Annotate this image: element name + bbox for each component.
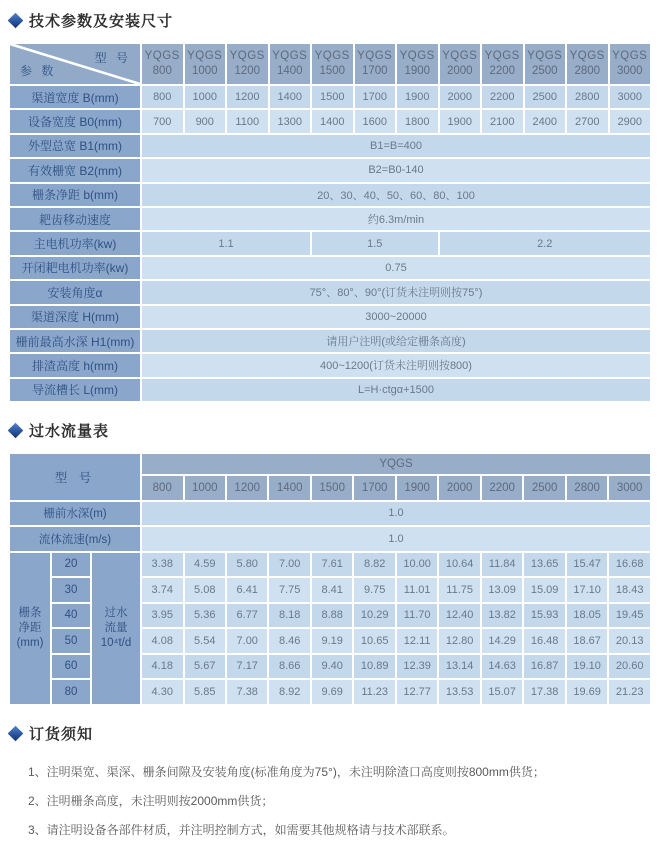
- data-cell: 9.69: [311, 679, 353, 705]
- data-cell: 9.19: [311, 628, 353, 654]
- data-cell: 13.53: [438, 679, 480, 705]
- data-cell: 15.07: [481, 679, 523, 705]
- table-row: [9, 501, 651, 527]
- table-row: [9, 378, 651, 402]
- data-cell: 8.88: [311, 603, 353, 629]
- label-line: 10⁴t/d: [100, 636, 132, 649]
- table-row: [9, 526, 651, 552]
- data-cell: 14.29: [481, 628, 523, 654]
- model-series-label: YQGS: [484, 50, 520, 62]
- data-cell: 9.40: [311, 654, 353, 680]
- model-header-cell: [481, 43, 524, 85]
- data-cell: 5.67: [184, 654, 226, 680]
- table-header-row: [9, 43, 651, 85]
- model-series-label: YQGS: [442, 50, 478, 62]
- data-cell: 18.43: [608, 577, 651, 603]
- row-label: 渠道深度 H(mm): [9, 305, 141, 329]
- data-cell: 7.17: [226, 654, 268, 680]
- model-size-label: 2500: [531, 65, 558, 77]
- data-cell: 1100: [226, 109, 269, 133]
- data-cell: B2=B0-140: [141, 158, 651, 182]
- data-cell: 13.14: [438, 654, 480, 680]
- model-size-label: 3000: [616, 65, 643, 77]
- data-cell: 9.75: [353, 577, 395, 603]
- data-cell: 1000: [184, 85, 227, 109]
- model-series-label: YQGS: [527, 50, 563, 62]
- row-label: 耙齿移动速度: [9, 207, 141, 231]
- data-cell: 13.09: [481, 577, 523, 603]
- data-cell: 16.68: [608, 552, 651, 578]
- data-cell: 12.77: [396, 679, 438, 705]
- model-size-label: 1700: [361, 65, 388, 77]
- data-cell: 20、30、40、50、60、80、100: [141, 183, 651, 207]
- section-title-text: 技术参数及安装尺寸: [29, 13, 174, 30]
- bar-gap-value: 80: [51, 679, 91, 705]
- table-row: [9, 552, 651, 578]
- diamond-icon: [8, 725, 24, 741]
- data-cell: 21.23: [608, 679, 651, 705]
- data-cell: 10.64: [438, 552, 480, 578]
- bar-gap-value: 20: [51, 552, 91, 578]
- data-cell: 8.92: [268, 679, 310, 705]
- bar-gap-value: 40: [51, 603, 91, 629]
- size-header-cell: 1700: [353, 475, 395, 501]
- data-cell: 1.0: [141, 501, 651, 527]
- data-cell: 16.48: [523, 628, 565, 654]
- data-cell: 8.82: [353, 552, 395, 578]
- flow-rate-table: [8, 452, 652, 706]
- size-header-cell: 1900: [396, 475, 438, 501]
- section-title-order-notes: [10, 723, 652, 744]
- table-row: [9, 134, 651, 158]
- bar-gap-value: 30: [51, 577, 91, 603]
- data-cell: 1400: [269, 85, 312, 109]
- data-cell: 4.18: [141, 654, 183, 680]
- table-row: [9, 183, 651, 207]
- series-header-cell: YQGS: [141, 453, 651, 475]
- data-cell: 11.70: [396, 603, 438, 629]
- notes-list: [12, 758, 652, 845]
- label-line: 净距: [18, 621, 42, 634]
- label-line: 过水: [104, 606, 128, 619]
- data-cell: 1900: [439, 109, 482, 133]
- diamond-icon: [8, 423, 24, 439]
- diamond-icon: [8, 13, 24, 29]
- model-size-label: 1000: [191, 65, 218, 77]
- table-row: [9, 256, 651, 280]
- data-cell: 15.09: [523, 577, 565, 603]
- data-cell: 1.0: [141, 526, 651, 552]
- table-row: [9, 109, 651, 133]
- model-size-label: 1500: [319, 65, 346, 77]
- data-cell: 13.65: [523, 552, 565, 578]
- model-header-cell: [609, 43, 652, 85]
- data-cell: 19.45: [608, 603, 651, 629]
- data-cell: 1200: [226, 85, 269, 109]
- row-label: 主电机功率(kw): [9, 231, 141, 255]
- data-cell: 1.1: [141, 231, 311, 255]
- model-header-cell: [269, 43, 312, 85]
- data-cell: 15.47: [566, 552, 608, 578]
- data-cell: 7.38: [226, 679, 268, 705]
- data-cell: 1900: [396, 85, 439, 109]
- row-label: 栅前水深(m): [9, 501, 141, 527]
- data-cell: 3000~20000: [141, 305, 651, 329]
- model-header-cell: [566, 43, 609, 85]
- data-cell: 800: [141, 85, 184, 109]
- size-header-cell: 1000: [184, 475, 226, 501]
- label-line: 栅条: [18, 606, 42, 619]
- section-title-flow-table: [10, 420, 652, 441]
- data-cell: 1700: [354, 85, 397, 109]
- row-label: 开闭耙电机功率(kw): [9, 256, 141, 280]
- data-cell: 1800: [396, 109, 439, 133]
- data-cell: 4.08: [141, 628, 183, 654]
- note-item: 1、注明渠宽、渠深、栅条间隙及安装角度(标准角度为75°)，未注明除渣口高度则按800mm供货；: [28, 764, 545, 779]
- data-cell: 11.75: [438, 577, 480, 603]
- data-cell: 7.75: [268, 577, 310, 603]
- size-header-cell: 3000: [608, 475, 651, 501]
- size-header-cell: 1200: [226, 475, 268, 501]
- model-series-label: YQGS: [569, 50, 605, 62]
- data-cell: 2800: [566, 85, 609, 109]
- bar-gap-value: 60: [51, 654, 91, 680]
- data-cell: 6.77: [226, 603, 268, 629]
- note-item: 2、注明栅条高度，未注明则按2000mm供货；: [28, 793, 274, 808]
- data-cell: 2500: [524, 85, 567, 109]
- data-cell: 10.00: [396, 552, 438, 578]
- data-cell: 2.2: [439, 231, 652, 255]
- data-cell: 1600: [354, 109, 397, 133]
- data-cell: 5.54: [184, 628, 226, 654]
- data-cell: 2100: [481, 109, 524, 133]
- data-cell: 1.5: [311, 231, 439, 255]
- data-cell: 3000: [609, 85, 652, 109]
- table-row: [9, 280, 651, 304]
- data-cell: 17.10: [566, 577, 608, 603]
- model-series-label: YQGS: [357, 50, 393, 62]
- data-cell: 1300: [269, 109, 312, 133]
- data-cell: 15.93: [523, 603, 565, 629]
- data-cell: 900: [184, 109, 227, 133]
- data-cell: 10.29: [353, 603, 395, 629]
- model-header-cell: [184, 43, 227, 85]
- table-header-row: [9, 453, 651, 475]
- note-item: 3、请注明设备各部件材质，并注明控制方式，如需要其他规格请与技术部联系。: [28, 822, 455, 837]
- model-series-label: YQGS: [229, 50, 265, 62]
- model-header-cell: [354, 43, 397, 85]
- model-series-label: YQGS: [399, 50, 435, 62]
- model-series-label: YQGS: [272, 50, 308, 62]
- data-cell: 11.84: [481, 552, 523, 578]
- data-cell: 700: [141, 109, 184, 133]
- data-cell: 12.40: [438, 603, 480, 629]
- data-cell: 约6.3m/min: [141, 207, 651, 231]
- section-title-tech-params: [10, 10, 652, 31]
- table-row: [9, 207, 651, 231]
- model-size-label: 1400: [276, 65, 303, 77]
- data-cell: 4.30: [141, 679, 183, 705]
- size-header-cell: 2800: [566, 475, 608, 501]
- data-cell: 13.82: [481, 603, 523, 629]
- table-row: [9, 305, 651, 329]
- data-cell: 5.08: [184, 577, 226, 603]
- data-cell: 14.63: [481, 654, 523, 680]
- corner-param-label: 参 数: [20, 64, 57, 78]
- row-label: 栅条净距 b(mm): [9, 183, 141, 207]
- table-row: [9, 353, 651, 377]
- model-series-label: YQGS: [144, 50, 180, 62]
- table-row: [9, 158, 651, 182]
- model-size-label: 2000: [446, 65, 473, 77]
- model-size-label: 2200: [489, 65, 516, 77]
- data-cell: 5.85: [184, 679, 226, 705]
- tech-params-table: [8, 42, 652, 403]
- data-cell: L=H·ctgα+1500: [141, 378, 651, 402]
- data-cell: 2900: [609, 109, 652, 133]
- data-cell: B1=B=400: [141, 134, 651, 158]
- model-series-label: YQGS: [314, 50, 350, 62]
- row-label: 设备宽度 B0(mm): [9, 109, 141, 133]
- data-cell: 19.69: [566, 679, 608, 705]
- data-cell: 1500: [311, 85, 354, 109]
- data-cell: 7.00: [268, 552, 310, 578]
- data-cell: 75°、80°、90°(订货未注明则按75°): [141, 280, 651, 304]
- data-cell: 4.59: [184, 552, 226, 578]
- model-size-label: 1900: [404, 65, 431, 77]
- data-cell: 6.41: [226, 577, 268, 603]
- corner-model-label: 型 号: [94, 51, 131, 65]
- corner-cell: [9, 43, 141, 85]
- size-header-cell: 2500: [523, 475, 565, 501]
- data-cell: 请用户注明(或给定栅条高度): [141, 329, 651, 353]
- row-label: 渠道宽度 B(mm): [9, 85, 141, 109]
- bar-gap-value: 50: [51, 628, 91, 654]
- row-label: 导流槽长 L(mm): [9, 378, 141, 402]
- label-line: (mm): [16, 636, 44, 649]
- data-cell: 3.95: [141, 603, 183, 629]
- data-cell: 400~1200(订货未注明则按800): [141, 353, 651, 377]
- size-header-cell: 2200: [481, 475, 523, 501]
- data-cell: 20.60: [608, 654, 651, 680]
- size-header-cell: 1400: [268, 475, 310, 501]
- bar-gap-group-label: [9, 552, 51, 705]
- section-title-text: 过水流量表: [29, 423, 110, 441]
- data-cell: 5.36: [184, 603, 226, 629]
- row-label: 排渣高度 h(mm): [9, 353, 141, 377]
- data-cell: 19.10: [566, 654, 608, 680]
- flow-unit-label: [91, 552, 141, 705]
- data-cell: 12.80: [438, 628, 480, 654]
- size-header-cell: 800: [141, 475, 183, 501]
- data-cell: 3.74: [141, 577, 183, 603]
- model-header-cell: [439, 43, 482, 85]
- table-row: [9, 329, 651, 353]
- row-label: 外型总宽 B1(mm): [9, 134, 141, 158]
- data-cell: 7.00: [226, 628, 268, 654]
- data-cell: 7.61: [311, 552, 353, 578]
- model-header-cell: [226, 43, 269, 85]
- model-corner-cell: 型 号: [9, 453, 141, 501]
- row-label: 流体流速(m/s): [9, 526, 141, 552]
- data-cell: 12.39: [396, 654, 438, 680]
- data-cell: 11.23: [353, 679, 395, 705]
- data-cell: 3.38: [141, 552, 183, 578]
- row-label: 安装角度α: [9, 280, 141, 304]
- section-title-text: 订货须知: [29, 725, 94, 743]
- data-cell: 5.80: [226, 552, 268, 578]
- size-header-cell: 1500: [311, 475, 353, 501]
- model-series-label: YQGS: [187, 50, 223, 62]
- data-cell: 2700: [566, 109, 609, 133]
- model-header-cell: [524, 43, 567, 85]
- table-row: [9, 85, 651, 109]
- row-label: 栅前最高水深 H1(mm): [9, 329, 141, 353]
- data-cell: 10.89: [353, 654, 395, 680]
- data-cell: 18.67: [566, 628, 608, 654]
- data-cell: 8.41: [311, 577, 353, 603]
- data-cell: 2200: [481, 85, 524, 109]
- data-cell: 8.66: [268, 654, 310, 680]
- data-cell: 2000: [439, 85, 482, 109]
- data-cell: 2400: [524, 109, 567, 133]
- size-header-cell: 2000: [438, 475, 480, 501]
- table-row: [9, 231, 651, 255]
- model-header-cell: [311, 43, 354, 85]
- model-header-cell: [396, 43, 439, 85]
- label-line: 流量: [104, 621, 128, 634]
- data-cell: 17.38: [523, 679, 565, 705]
- model-series-label: YQGS: [612, 50, 648, 62]
- model-size-label: 2800: [574, 65, 601, 77]
- data-cell: 10.65: [353, 628, 395, 654]
- data-cell: 0.75: [141, 256, 651, 280]
- data-cell: 11.01: [396, 577, 438, 603]
- data-cell: 1400: [311, 109, 354, 133]
- model-size-label: 1200: [234, 65, 261, 77]
- model-header-cell: [141, 43, 184, 85]
- data-cell: 20.13: [608, 628, 651, 654]
- data-cell: 18.05: [566, 603, 608, 629]
- row-label: 有效栅宽 B2(mm): [9, 158, 141, 182]
- data-cell: 12.11: [396, 628, 438, 654]
- model-size-label: 800: [152, 65, 172, 77]
- data-cell: 16.87: [523, 654, 565, 680]
- data-cell: 8.46: [268, 628, 310, 654]
- data-cell: 8.18: [268, 603, 310, 629]
